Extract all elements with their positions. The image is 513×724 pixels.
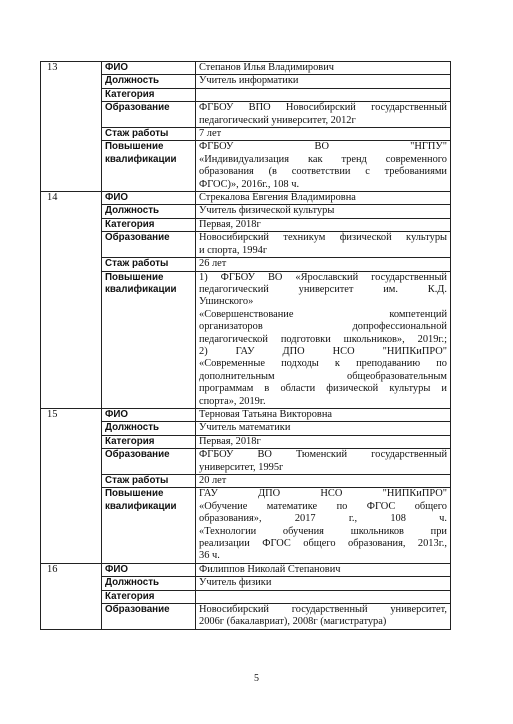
category-label: Категория	[102, 590, 196, 603]
table-row	[41, 62, 451, 75]
experience-value: 26 лет	[196, 258, 451, 271]
label-line: квалификации	[105, 153, 177, 165]
table-row	[41, 435, 451, 448]
position-value: Учитель физики	[196, 577, 451, 590]
fio-label: ФИО	[102, 62, 196, 75]
value-line: и спорта, 1994г	[199, 244, 268, 256]
value-line: реализации ФГОС общего образования, 2013г.,	[199, 538, 447, 550]
staff-table-body	[41, 62, 451, 630]
category-value: Первая, 2018г	[196, 218, 451, 231]
education-value	[196, 449, 451, 475]
value-line: «Индивидуализация как тренд современного	[199, 153, 447, 165]
category-value	[196, 590, 451, 603]
value-line: организаторов допрофессиональной	[199, 321, 447, 333]
table-row	[41, 205, 451, 218]
fio-value: Терновая Татьяна Викторовна	[196, 408, 451, 421]
position-label: Должность	[102, 75, 196, 88]
fio-label: ФИО	[102, 408, 196, 421]
value-line: «Современные подходы к преподаванию по	[199, 358, 447, 370]
table-row	[41, 258, 451, 271]
value-line: образования (в соответствии с требованиями	[199, 166, 447, 178]
table-row	[41, 271, 451, 408]
table-row	[41, 88, 451, 101]
fio-value: Степанов Илья Владимирович	[196, 62, 451, 75]
fio-value: Стрекалова Евгения Владимировна	[196, 192, 451, 205]
value-line: 36 ч.	[199, 550, 220, 562]
label-line: квалификации	[105, 500, 177, 512]
position-label: Должность	[102, 577, 196, 590]
training-label	[102, 488, 196, 563]
value-line: университет, 1995г	[199, 461, 284, 473]
value-line: образования», 2017 г., 108 ч.	[199, 513, 447, 525]
value-line: Новосибирский техникум физической культуры	[199, 232, 447, 244]
education-value	[196, 102, 451, 128]
value-line: ФГБОУ ВО Тюменский государственный	[199, 449, 447, 461]
value-line: педагогический университет, 2012г	[199, 114, 356, 126]
position-label: Должность	[102, 422, 196, 435]
value-line: ФГОС)», 2016г., 108 ч.	[199, 178, 300, 190]
category-label: Категория	[102, 218, 196, 231]
education-value	[196, 604, 451, 630]
value-line: ГАУ ДПО НСО "НИПКиПРО"	[199, 488, 447, 500]
table-row	[41, 232, 451, 258]
position-value: Учитель физической культуры	[196, 205, 451, 218]
education-label: Образование	[102, 102, 196, 128]
experience-label: Стаж работы	[102, 475, 196, 488]
label-line: Повышение	[105, 271, 164, 283]
table-row	[41, 475, 451, 488]
table-row	[41, 449, 451, 475]
fio-value: Филиппов Николай Степанович	[196, 563, 451, 576]
education-label: Образование	[102, 604, 196, 630]
value-line: 1) ФГБОУ ВО «Ярославский государственный	[199, 271, 447, 283]
table-row	[41, 577, 451, 590]
fio-label: ФИО	[102, 563, 196, 576]
table-row	[41, 141, 451, 192]
page-number: 5	[254, 673, 259, 684]
entry-number: 16	[41, 563, 102, 629]
category-label: Категория	[102, 88, 196, 101]
value-line: 2) ГАУ ДПО НСО "НИПКиПРО"	[199, 345, 447, 357]
table-row	[41, 102, 451, 128]
training-value	[196, 488, 451, 563]
value-line: ФГБОУ ВПО Новосибирский государственный	[199, 102, 447, 114]
entry-number: 13	[41, 62, 102, 192]
table-row	[41, 488, 451, 563]
category-value	[196, 88, 451, 101]
experience-value: 7 лет	[196, 128, 451, 141]
value-line: дополнительным общеобразовательным	[199, 370, 447, 382]
table-row	[41, 218, 451, 231]
position-label: Должность	[102, 205, 196, 218]
category-value: Первая, 2018г	[196, 435, 451, 448]
training-value	[196, 271, 451, 408]
value-line: педагогической подготовки школьников», 2019г.;	[199, 333, 447, 345]
fio-label: ФИО	[102, 192, 196, 205]
category-label: Категория	[102, 435, 196, 448]
training-label	[102, 271, 196, 408]
label-line: Повышение	[105, 488, 164, 500]
value-line: Ушинского»	[199, 296, 254, 308]
entry-number: 15	[41, 408, 102, 563]
training-value	[196, 141, 451, 192]
value-line: «Обучение математике по ФГОС общего	[199, 500, 447, 512]
table-row	[41, 192, 451, 205]
value-line: ФГБОУ ВО "НГПУ"	[199, 141, 447, 153]
table-row	[41, 128, 451, 141]
education-label: Образование	[102, 232, 196, 258]
experience-value: 20 лет	[196, 475, 451, 488]
table-row	[41, 604, 451, 630]
label-line: Повышение	[105, 141, 164, 153]
value-line: «Совершенствование компетенций	[199, 308, 447, 320]
value-line: Новосибирский государственный университет,	[199, 604, 447, 616]
education-value	[196, 232, 451, 258]
staff-table	[40, 61, 451, 630]
table-row	[41, 75, 451, 88]
experience-label: Стаж работы	[102, 258, 196, 271]
table-row	[41, 563, 451, 576]
value-line: 2006г (бакалавриат), 2008г (магистратура)	[199, 616, 387, 628]
table-row	[41, 590, 451, 603]
experience-label: Стаж работы	[102, 128, 196, 141]
position-value: Учитель информатики	[196, 75, 451, 88]
education-label: Образование	[102, 449, 196, 475]
value-line: программам в области физической культуры и	[199, 383, 447, 395]
label-line: квалификации	[105, 283, 177, 295]
value-line: «Технологии обучения школьников при	[199, 525, 447, 537]
value-line: педагогический университет им. К.Д.	[199, 283, 447, 295]
training-label	[102, 141, 196, 192]
entry-number: 14	[41, 192, 102, 409]
table-row	[41, 422, 451, 435]
table-row	[41, 408, 451, 421]
position-value: Учитель математики	[196, 422, 451, 435]
value-line: спорта», 2019г.	[199, 395, 266, 407]
